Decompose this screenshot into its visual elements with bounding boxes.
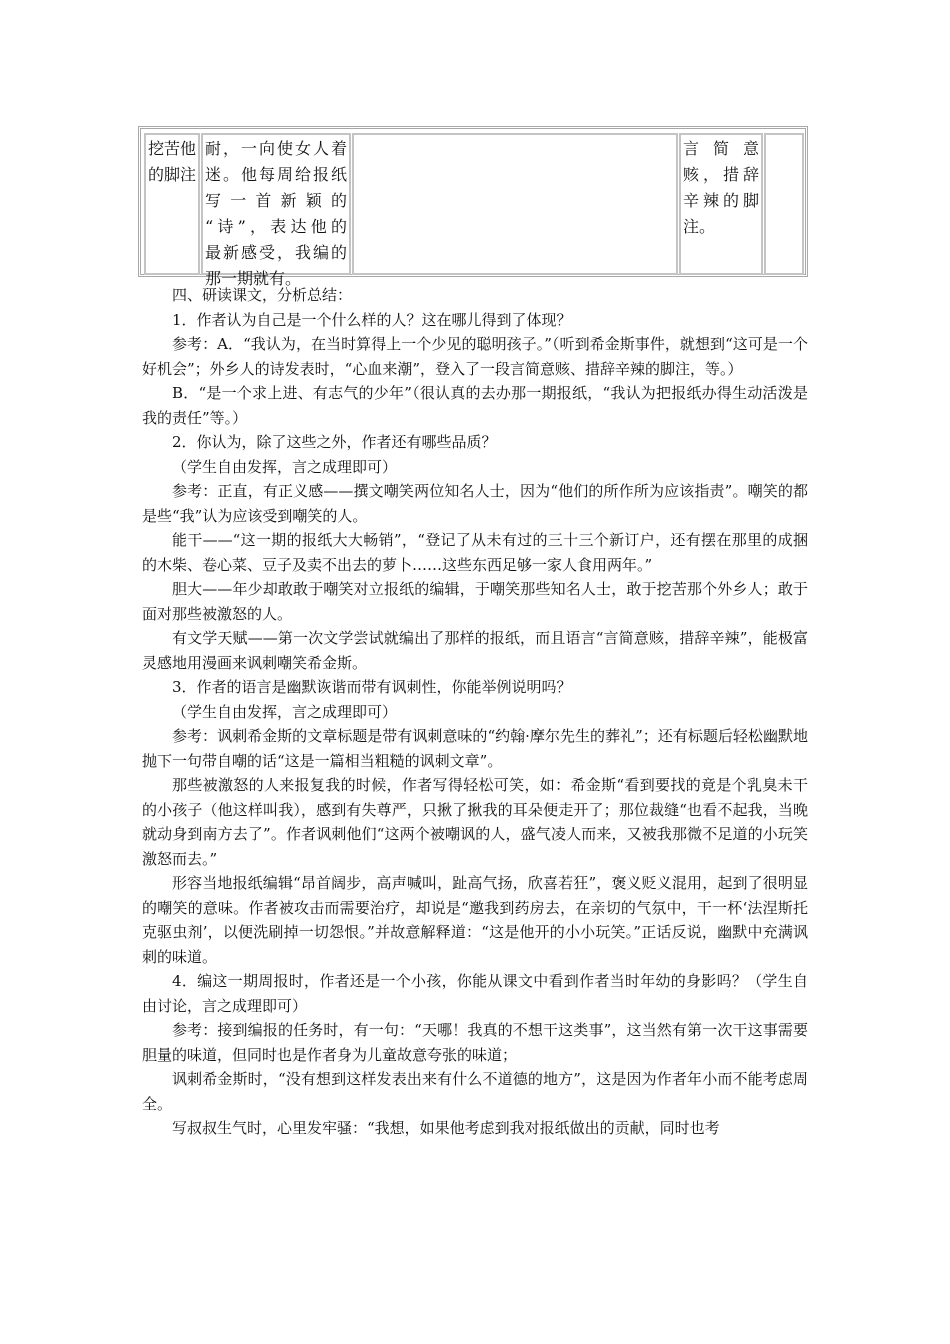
cell-line: 言简意	[683, 139, 759, 158]
paragraph: 参考：正直，有正义感——撰文嘲笑两位知名人士，因为“他们的所作所为应该指责”。嘲笑的都是些“我”认为应该受到嘲笑的人。	[142, 482, 808, 525]
paragraph: 参考：A．“我认为，在当时算得上一个少见的聪明孩子。”（听到希金斯事件，就想到“这可是一个好机会”；外乡人的诗发表时，“心血来潮”，登入了一段言简意赅、措辞辛辣的脚注，等。）	[142, 335, 808, 378]
cell-line: 写一首新颖的	[205, 191, 347, 210]
paragraph: 参考：接到编报的任务时，有一句：“天哪！我真的不想干这类事”，这当然有第一次干这事需要胆量的味道，但同时也是作者身为儿童故意夸张的味道；	[142, 1021, 808, 1064]
table-cell-col2	[201, 133, 351, 288]
cell-line: 那一期就有。	[205, 269, 302, 288]
paragraph: 有文学天赋——第一次文学尝试就编出了那样的报纸，而且语言“言简意赅，措辞辛辣”，能极富灵感地用漫画来讽刺嘲笑希金斯。	[142, 629, 808, 672]
paragraph: 讽刺希金斯时，“没有想到这样发表出来有什么不道德的地方”，这是因为作者年小而不能考虑周全。	[142, 1070, 808, 1113]
lesson-table	[138, 126, 808, 288]
section-heading: 四、研读课文，分析总结：	[172, 286, 353, 304]
cell-line: “诗”，表达他的	[205, 217, 347, 236]
table-cell-col3	[352, 133, 678, 275]
question-3: 3．作者的语言是幽默诙谐而带有讽刺性，你能举例说明吗？	[172, 678, 572, 696]
paragraph: 能干——“这一期的报纸大大畅销”，“登记了从未有过的三十三个新订户，还有摆在那里的成捆的木柴、卷心菜、豆子及卖不出去的萝卜……这些东西足够一家人食用两年。”	[142, 531, 808, 574]
cell-line: 的脚注	[148, 165, 197, 184]
paragraph: （学生自由发挥，言之成理即可）	[172, 457, 398, 476]
table-cell-col4	[679, 133, 763, 275]
table-cell-col5	[764, 133, 804, 275]
cell-line: 最新感受，我编的	[205, 243, 347, 262]
paragraph: （学生自由发挥，言之成理即可）	[172, 702, 398, 721]
paragraph: 形容当地报纸编辑“昂首阔步，高声喊叫，趾高气扬，欣喜若狂”，褒义贬义混用，起到了很明显的嘲笑的意味。作者被攻击而需要治疗，却说是“邀我到药房去，在亲切的气氛中，干一杯‘法涅斯托克驱虫剂’，以便洗刷掉一切怨恨。”并故意解释道：“这是他开的小小玩笑。”正话反说，幽默中充满讽刺的味道。	[142, 874, 808, 966]
paragraph: 那些被激怒的人来报复我的时候，作者写得轻松可笑，如：希金斯“看到要找的竟是个乳臭未干的小孩子（他这样叫我），感到有失尊严，只揪了揪我的耳朵便走开了；那位裁缝“也看不起我，当晚就动身到南方去了”。作者讽刺他们“这两个被嘲讽的人，盛气凌人而来，又被我那微不足道的小玩笑激怒而去。”	[142, 776, 808, 868]
cell-line: 迷。他每周给报纸	[205, 165, 347, 184]
question-2: 2．你认为，除了这些之外，作者还有哪些品质？	[172, 433, 497, 451]
body-text	[142, 283, 808, 1141]
paragraph: 胆大——年少却敢敢于嘲笑对立报纸的编辑，于嘲笑那些知名人士，敢于挖苦那个外乡人；敢于面对那些被激怒的人。	[142, 580, 808, 623]
question-4: 4．编这一期周报时，作者还是一个小孩，你能从课文中看到作者当时年幼的身影吗？（学生自由讨论，言之成理即可）	[142, 972, 808, 1015]
cell-line: 挖苦他	[148, 139, 197, 158]
paragraph: 参考：讽刺希金斯的文章标题是带有讽刺意味的“约翰·摩尔先生的葬礼”；还有标题后轻松幽默地抛下一句带自嘲的话“这是一篇相当粗糙的讽刺文章”。	[142, 727, 808, 770]
paragraph: B．“是一个求上进、有志气的少年”（很认真的去办那一期报纸，“我认为把报纸办得生动活泼是我的责任”等。）	[142, 384, 808, 427]
cell-line: 赅，措辞	[683, 165, 759, 184]
table-cell-col1	[144, 133, 200, 275]
cell-line: 耐，一向使女人着	[205, 139, 347, 158]
cell-line: 注。	[683, 217, 716, 236]
question-1: 1．作者认为自己是一个什么样的人？这在哪儿得到了体现？	[172, 310, 572, 329]
cell-line: 辛辣的脚	[683, 191, 759, 210]
paragraph: 写叔叔生气时，心里发牢骚：“我想，如果他考虑到我对报纸做出的贡献，同时也考	[172, 1119, 720, 1137]
